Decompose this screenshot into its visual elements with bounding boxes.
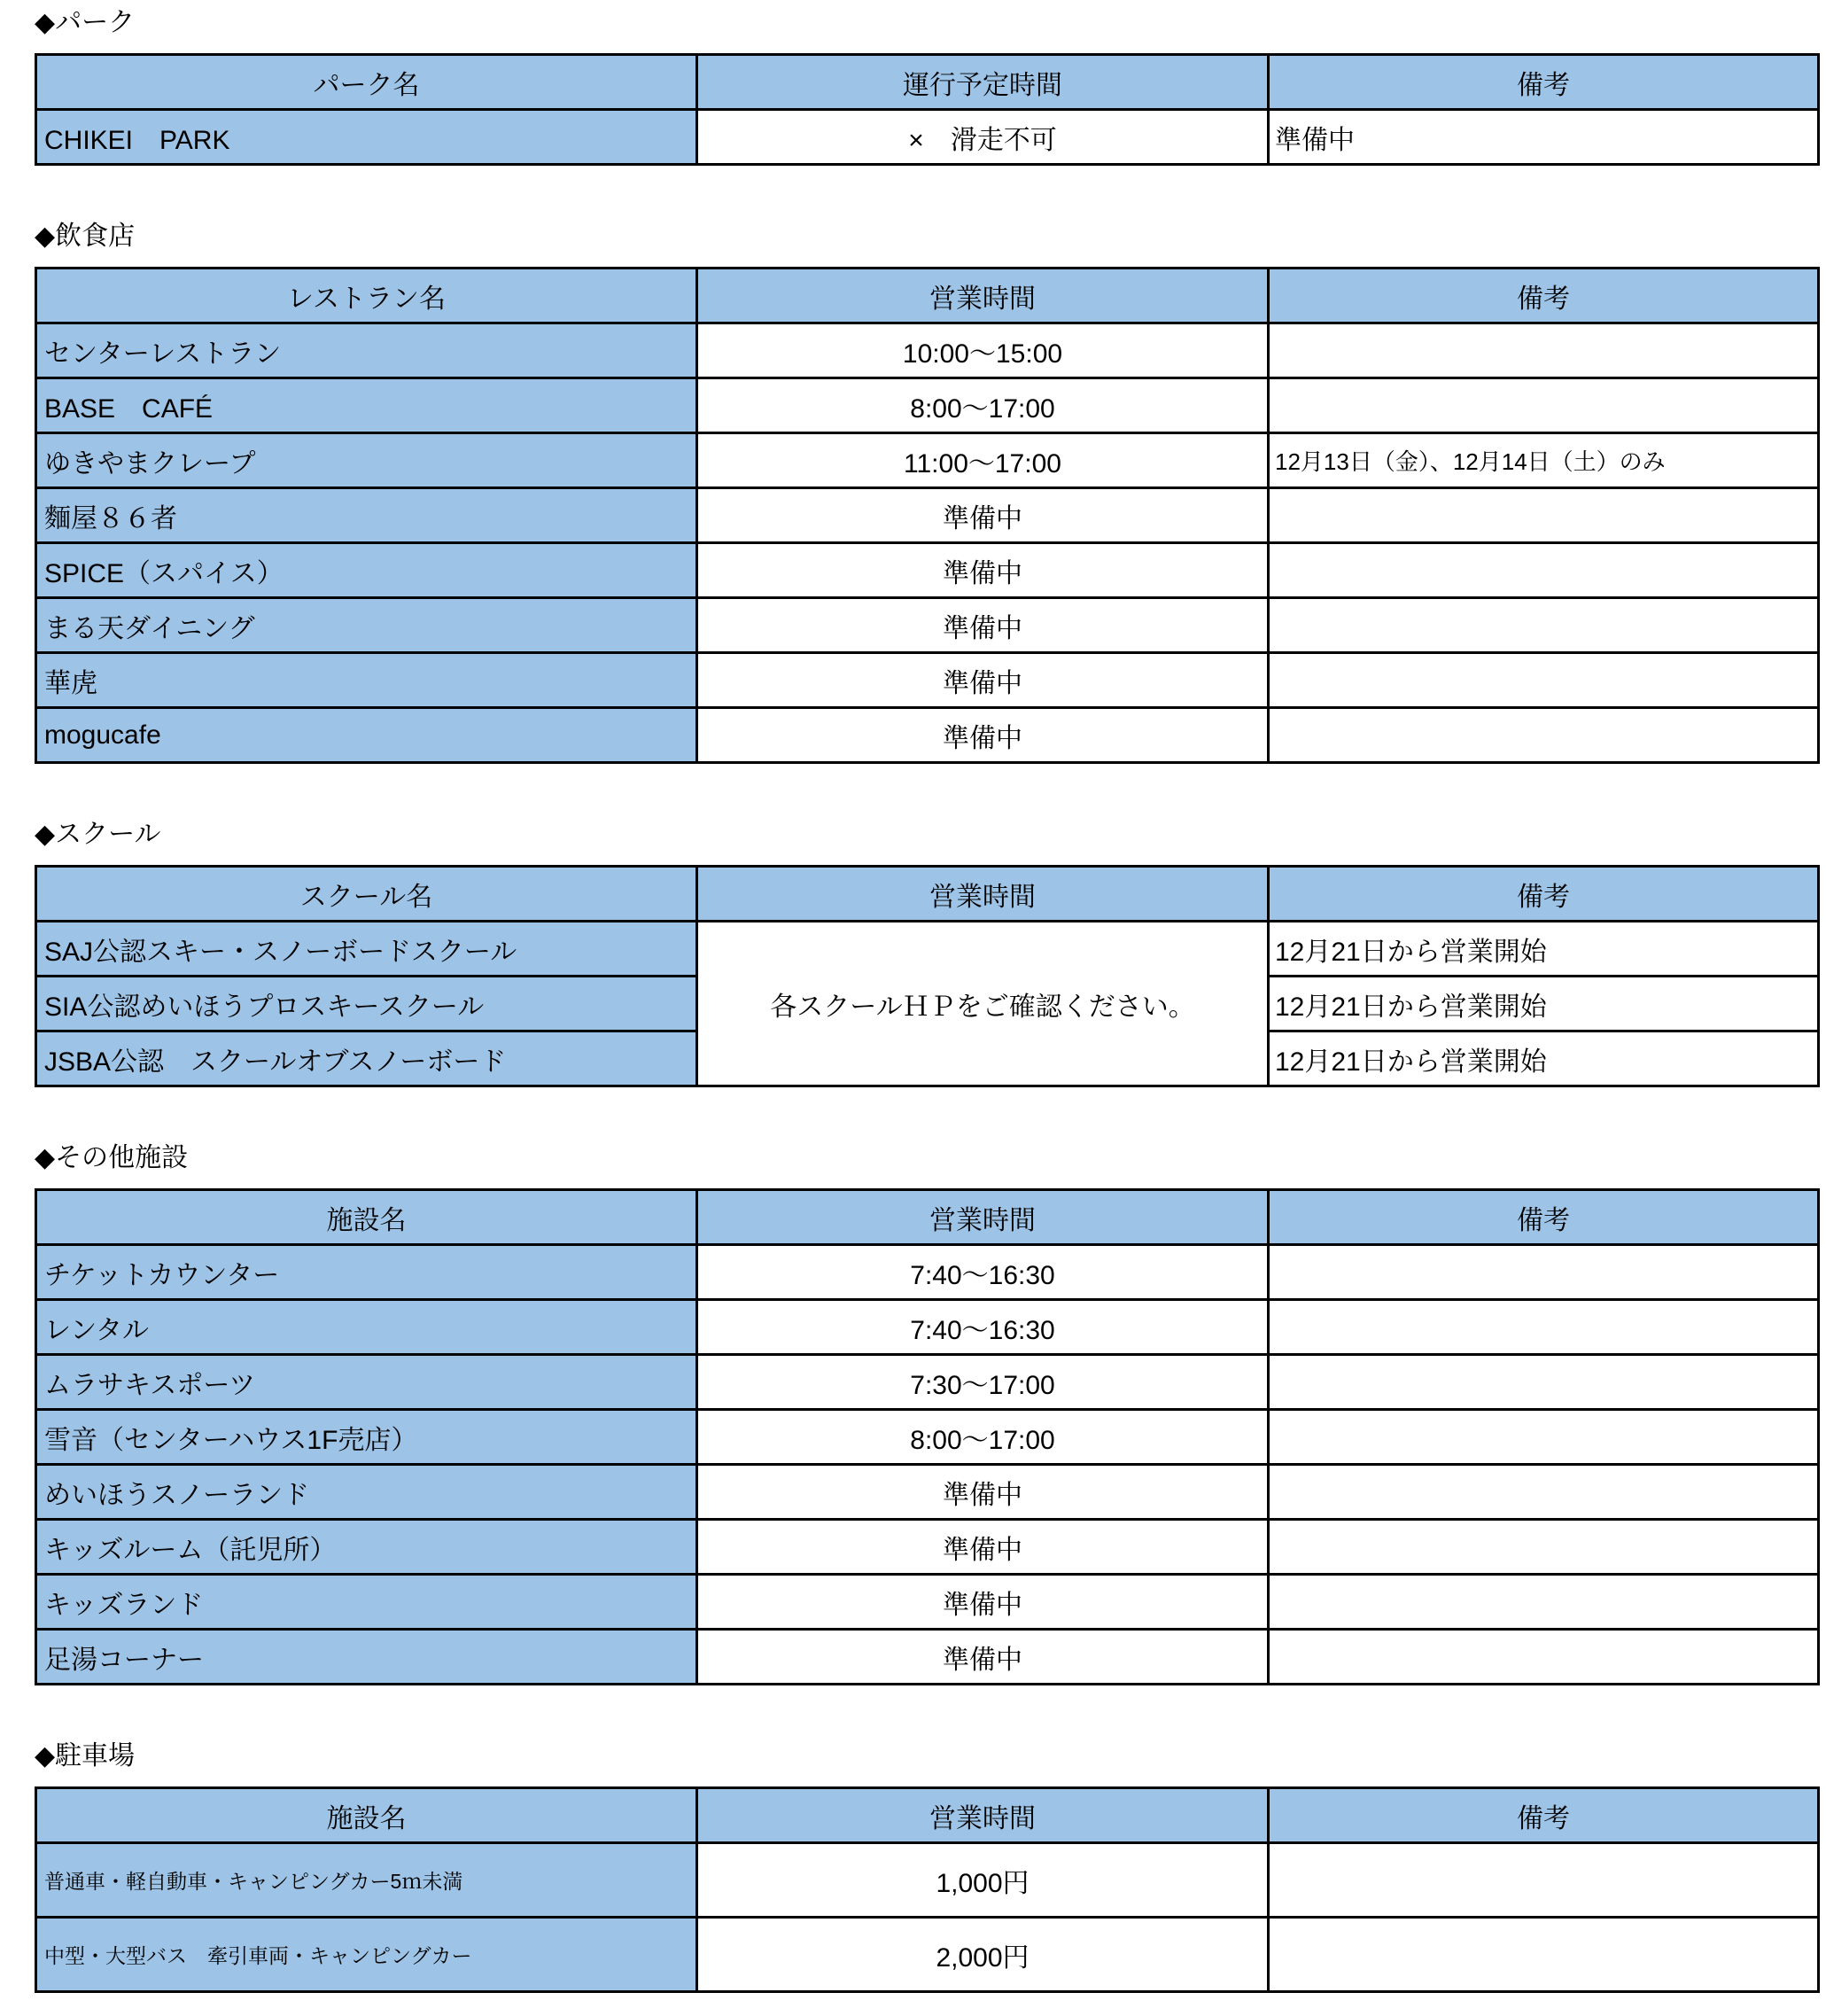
- other-facilities-table: [35, 1188, 1820, 1685]
- table-row: [36, 1355, 1819, 1410]
- table-row: [36, 708, 1819, 763]
- hours-cell: 8:00～17:00: [697, 1410, 1269, 1465]
- remarks-cell: 12月13日（金）、12月14日（土）のみ: [1269, 433, 1819, 488]
- column-header-facility-name: 施設名: [36, 1788, 697, 1843]
- hours-cell: 7:40～16:30: [697, 1245, 1269, 1300]
- facility-name-cell: ゆきやまクレープ: [36, 433, 697, 488]
- schools-header-row: [36, 867, 1819, 922]
- remarks-cell: [1269, 1843, 1819, 1918]
- table-row: [36, 1465, 1819, 1520]
- remarks-cell: [1269, 543, 1819, 598]
- facility-name-cell: JSBA公認 スクールオブスノーボード: [36, 1031, 697, 1086]
- facility-name-cell: 麵屋８６者: [36, 488, 697, 543]
- column-header-hours: 営業時間: [697, 1190, 1269, 1245]
- merged-hours-cell: 各スクールＨＰをご確認ください。: [697, 922, 1269, 1086]
- column-header-remarks: 備考: [1269, 867, 1819, 922]
- restaurants-header-row: [36, 269, 1819, 323]
- facility-name-cell: 足湯コーナー: [36, 1630, 697, 1685]
- column-header-remarks: 備考: [1269, 1190, 1819, 1245]
- table-row: [36, 488, 1819, 543]
- remarks-cell: 12月21日から営業開始: [1269, 1031, 1819, 1086]
- table-row: [36, 653, 1819, 708]
- park-header-row: [36, 55, 1819, 110]
- facility-name-cell: 雪音（センターハウス1F売店）: [36, 1410, 697, 1465]
- price-cell: 2,000円: [697, 1918, 1269, 1992]
- remarks-cell: [1269, 1630, 1819, 1685]
- table-row: [36, 110, 1819, 165]
- remarks-cell: 12月21日から営業開始: [1269, 922, 1819, 977]
- facility-name-cell: BASE CAFÉ: [36, 378, 697, 433]
- column-header-hours: 営業時間: [697, 1788, 1269, 1843]
- price-cell: 1,000円: [697, 1843, 1269, 1918]
- column-header-remarks: 備考: [1269, 269, 1819, 323]
- hours-cell: 準備中: [697, 598, 1269, 653]
- column-header-school-name: スクール名: [36, 867, 697, 922]
- table-row: [36, 922, 1819, 977]
- remarks-cell: [1269, 378, 1819, 433]
- hours-cell: 準備中: [697, 708, 1269, 763]
- hours-cell: 準備中: [697, 1520, 1269, 1575]
- table-row: [36, 1245, 1819, 1300]
- facility-name-cell: mogucafe: [36, 708, 697, 763]
- remarks-cell: 準備中: [1269, 110, 1819, 165]
- column-header-hours: 営業時間: [697, 269, 1269, 323]
- remarks-cell: [1269, 708, 1819, 763]
- parking-header-row: [36, 1788, 1819, 1843]
- hours-cell: 11:00～17:00: [697, 433, 1269, 488]
- hours-cell: 7:30～17:00: [697, 1355, 1269, 1410]
- facility-name-cell: 中型・大型バス 牽引車両・キャンピングカー: [36, 1918, 697, 1992]
- column-header-operation-time: 運行予定時間: [697, 55, 1269, 110]
- section-heading-park: ◆パーク: [35, 8, 136, 37]
- remarks-cell: [1269, 653, 1819, 708]
- remarks-cell: [1269, 1918, 1819, 1992]
- table-row: [36, 1300, 1819, 1355]
- hours-cell: 準備中: [697, 653, 1269, 708]
- column-header-park-name: パーク名: [36, 55, 697, 110]
- table-row: [36, 598, 1819, 653]
- table-row: [36, 1843, 1819, 1918]
- facility-name-cell: めいほうスノーランド: [36, 1465, 697, 1520]
- column-header-facility-name: 施設名: [36, 1190, 697, 1245]
- column-header-remarks: 備考: [1269, 1788, 1819, 1843]
- restaurants-table: [35, 267, 1820, 764]
- hours-cell: 8:00～17:00: [697, 378, 1269, 433]
- section-heading-restaurants: ◆飲食店: [35, 222, 136, 251]
- column-header-hours: 営業時間: [697, 867, 1269, 922]
- facility-name-cell: チケットカウンター: [36, 1245, 697, 1300]
- remarks-cell: [1269, 598, 1819, 653]
- hours-cell: 7:40～16:30: [697, 1300, 1269, 1355]
- section-heading-parking: ◆駐車場: [35, 1741, 136, 1771]
- facility-name-cell: 普通車・軽自動車・キャンピングカー5ｍ未満: [36, 1843, 697, 1918]
- table-row: [36, 1575, 1819, 1630]
- table-row: [36, 543, 1819, 598]
- facility-name-cell: SAJ公認スキー・スノーボードスクール: [36, 922, 697, 977]
- table-row: [36, 1520, 1819, 1575]
- hours-cell: 準備中: [697, 488, 1269, 543]
- remarks-cell: [1269, 488, 1819, 543]
- table-row: [36, 433, 1819, 488]
- other-facilities-header-row: [36, 1190, 1819, 1245]
- remarks-cell: [1269, 323, 1819, 378]
- facility-name-cell: まる天ダイニング: [36, 598, 697, 653]
- facility-name-cell: キッズルーム（託児所）: [36, 1520, 697, 1575]
- remarks-cell: [1269, 1410, 1819, 1465]
- schools-table: [35, 865, 1820, 1087]
- hours-cell: 準備中: [697, 1465, 1269, 1520]
- remarks-cell: 12月21日から営業開始: [1269, 977, 1819, 1031]
- table-row: [36, 378, 1819, 433]
- facility-name-cell: キッズランド: [36, 1575, 697, 1630]
- remarks-cell: [1269, 1575, 1819, 1630]
- facility-name-cell: ムラサキスポーツ: [36, 1355, 697, 1410]
- section-heading-other-facilities: ◆その他施設: [35, 1143, 189, 1172]
- facility-name-cell: センターレストラン: [36, 323, 697, 378]
- table-row: [36, 1410, 1819, 1465]
- park-table: [35, 53, 1820, 166]
- facility-name-cell: レンタル: [36, 1300, 697, 1355]
- remarks-cell: [1269, 1245, 1819, 1300]
- status-cell: × 滑走不可: [697, 110, 1269, 165]
- remarks-cell: [1269, 1465, 1819, 1520]
- table-row: [36, 1630, 1819, 1685]
- column-header-restaurant-name: レストラン名: [36, 269, 697, 323]
- facility-name-cell: CHIKEI PARK: [36, 110, 697, 165]
- table-row: [36, 1918, 1819, 1992]
- parking-table: [35, 1786, 1820, 1993]
- column-header-remarks: 備考: [1269, 55, 1819, 110]
- facility-name-cell: 華虎: [36, 653, 697, 708]
- facility-name-cell: SIA公認めいほうプロスキースクール: [36, 977, 697, 1031]
- section-heading-schools: ◆スクール: [35, 820, 161, 849]
- hours-cell: 10:00～15:00: [697, 323, 1269, 378]
- hours-cell: 準備中: [697, 1630, 1269, 1685]
- remarks-cell: [1269, 1520, 1819, 1575]
- table-row: [36, 323, 1819, 378]
- remarks-cell: [1269, 1300, 1819, 1355]
- hours-cell: 準備中: [697, 1575, 1269, 1630]
- remarks-cell: [1269, 1355, 1819, 1410]
- facility-name-cell: SPICE（スパイス）: [36, 543, 697, 598]
- hours-cell: 準備中: [697, 543, 1269, 598]
